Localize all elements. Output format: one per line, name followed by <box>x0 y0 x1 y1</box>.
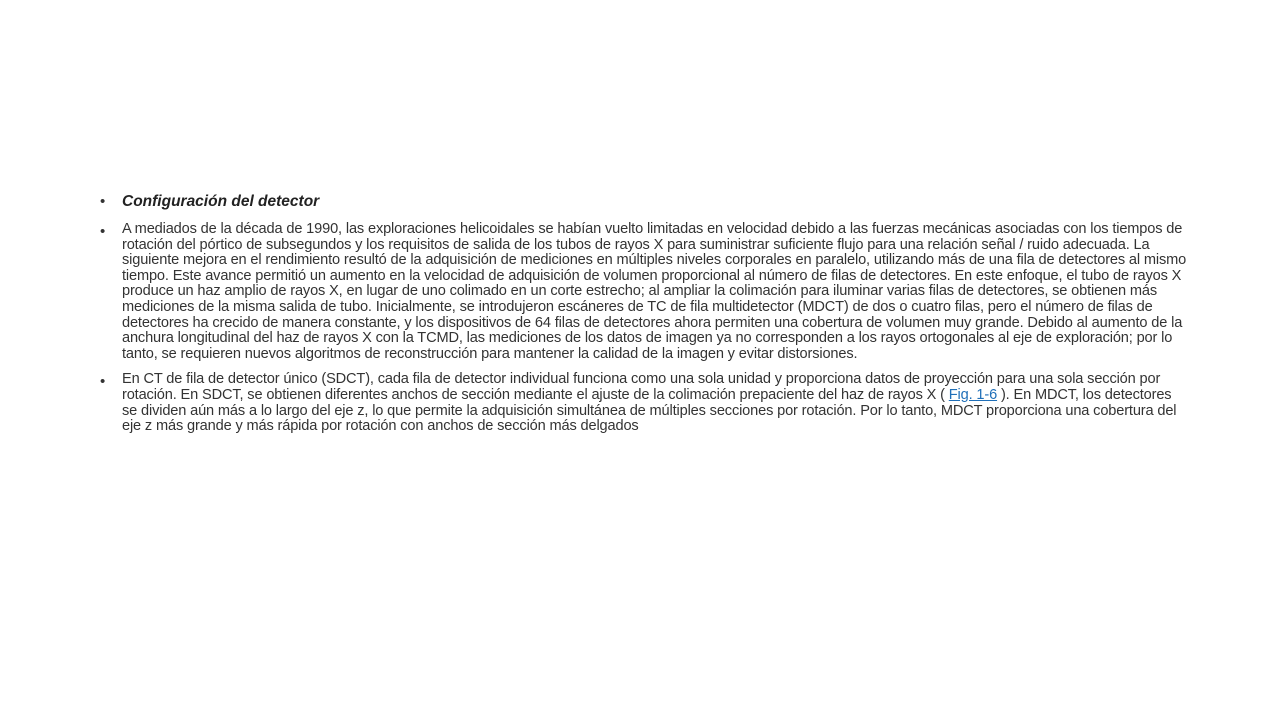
paragraph-2-text-start: En CT de fila de detector único (SDCT), cada fila de detector individual funciona como una sola unidad y proporciona datos de proyección para una sola sección por rotación. En SDCT, se obtienen diferentes anchos de sección mediante el ajuste de la colimación prepaciente del haz de rayos X ( <box>122 371 1161 403</box>
bullet-icon: • <box>100 223 106 240</box>
section-heading: Configuración del detector <box>122 193 320 210</box>
paragraph-2-text-end: ). En MDCT, los detectores se dividen aún más a lo largo del eje z, lo que permite la adquisición simultánea de múltiples secciones por rotación. Por lo tanto, MDCT proporciona una cobertura del eje z más grande y más rápida por rotación con anchos de sección más delgados <box>122 386 1177 435</box>
figure-link[interactable]: Fig. 1-6 <box>948 386 998 403</box>
bullet-icon: • <box>100 193 106 210</box>
paragraph-sdct-vs-mdct <box>122 372 1190 434</box>
bullet-icon: • <box>100 373 106 391</box>
bullet-item-paragraph-2 <box>100 372 1190 434</box>
bullet-item-paragraph-1 <box>100 222 1190 362</box>
paragraph-mdct-history: A mediados de la década de 1990, las exploraciones helicoidales se habían vuelto limitadas en velocidad debido a las fuerzas mecánicas asociadas con los tiempos de rotación del pórtico de subsegundos y los requisitos de salida de los tubos de rayos X para suministrar suficiente flujo para una relación señal / ruido adecuada. La siguiente mejora en el rendimiento resultó de la adquisición de mediciones en múltiples niveles corporales en paralelo, utilizando más de una fila de detectores al mismo tiempo. Este avance permitió un aumento en la velocidad de adquisición de volumen proporcional al número de filas de detectores. En este enfoque, el tubo de rayos X produce un haz amplio de rayos X, en lugar de uno colimado en un corte estrecho; al ampliar la colimación para iluminar varias filas de detectores, se obtienen más mediciones de la misma salida de tubo. Inicialmente, se introdujeron escáneres de TC de fila multidetector (MDCT) de dos o cuatro filas, pero el número de filas de detectores ha crecido de manera constante, y los dispositivos de 64 filas de detectores ahora permiten una cobertura de volumen muy grande. Debido al aumento de la anchura longitudinal del haz de rayos X con la TCMD, las mediciones de los datos de imagen ya no corresponden a los rayos ortogonales al eje de exploración; por lo tanto, se requieren nuevos algoritmos de reconstrucción para mantener la calidad de la imagen y evitar distorsiones. <box>122 221 1187 362</box>
bullet-item-heading <box>100 192 1190 212</box>
bullet-list <box>100 192 1190 445</box>
